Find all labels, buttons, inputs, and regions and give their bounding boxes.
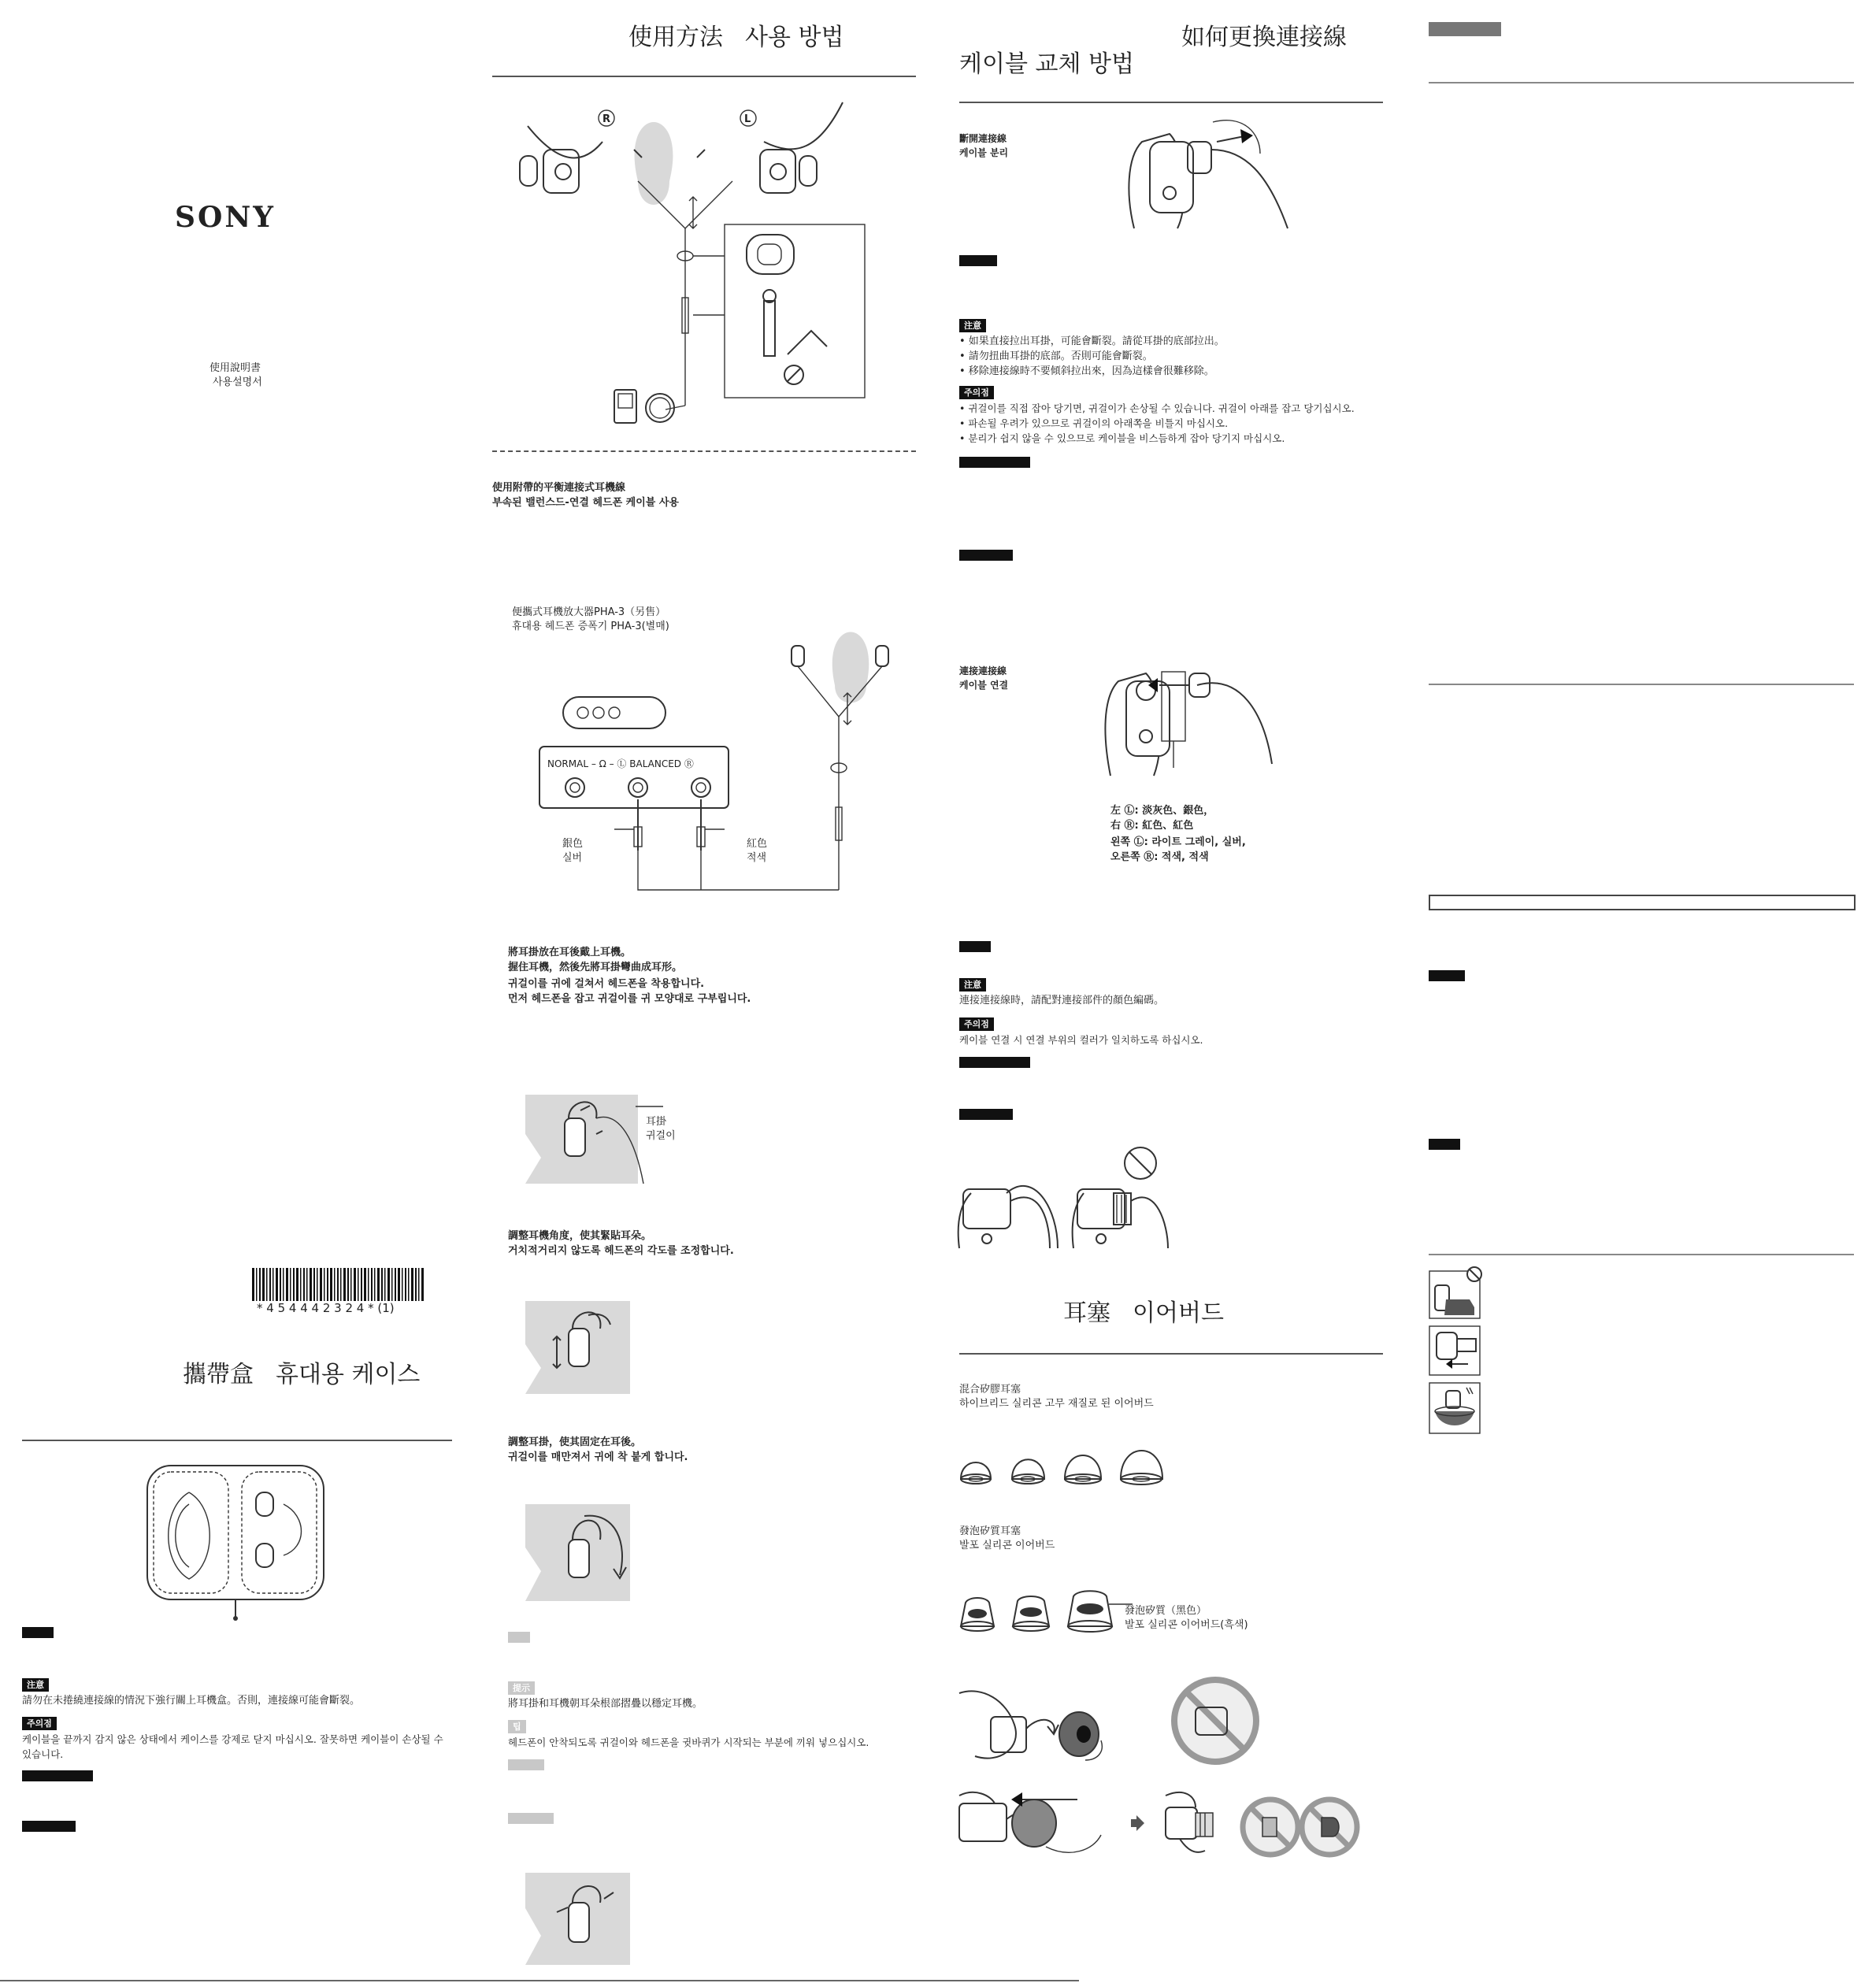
cover-caution-ko-1: 케이블을 끝까지 감지 않은 상태에서 케이스를 강제로 닫지 마십시오. 잘못하면 케이블이 손상될 수 (22, 1733, 443, 1745)
hybrid-ko: 하이브리드 실리콘 고무 재질로 된 이어버드 (959, 1398, 1154, 1410)
cable-bar-4 (959, 941, 991, 952)
doc-title-ko: 사용설명서 (213, 376, 262, 388)
cover-caution-ko-2: 있습니다. (22, 1748, 64, 1760)
side-l-label: L (744, 113, 751, 125)
usage-title-zh: 使用方法 (628, 24, 723, 51)
balanced-heading-zh: 使用附帶的平衡連接式耳機線 (492, 482, 626, 494)
earbuds-title-ko: 이어버드 (1133, 1299, 1224, 1327)
step1-ko-a: 귀걸이를 귀에 걸쳐서 헤드폰을 착용합니다. (508, 978, 705, 990)
cover-bar-2 (22, 1770, 93, 1781)
usage-column (473, 0, 945, 1983)
case-title-ko: 휴대용 케이스 (276, 1361, 421, 1388)
hint-ko: 헤드폰이 안착되도록 귀걸이와 헤드폰을 귓바퀴가 시작되는 부분에 끼워 넣으십시오. (508, 1737, 869, 1748)
hint-ko-tag: 팁 (508, 1720, 526, 1733)
earhanger-label-ko: 귀걸이 (646, 1130, 676, 1142)
earbud-attach-illustration (959, 1677, 1392, 1866)
cable-caution-ko-2: • 파손될 우려가 있으므로 귀걸이의 아래쪽을 비틀지 마십시오. (959, 417, 1229, 429)
cable-caution-ko-3: • 분리가 쉽지 않을 수 있으므로 케이블을 비스듬하게 잡아 당기지 마십시오. (959, 432, 1285, 444)
earbuds-title (1063, 1293, 1224, 1328)
usage-gray-bar-3 (508, 1813, 554, 1824)
balanced-heading-ko: 부속된 밸런스드-연결 헤드폰 케이블 사용 (492, 497, 679, 509)
cover-bar-1 (22, 1627, 54, 1638)
ref-box (1429, 895, 1856, 910)
sony-logo: SONY (175, 201, 276, 234)
storage-icon-no-car (1429, 1266, 1485, 1320)
step2-illustration (525, 1301, 636, 1396)
reference-column (1418, 0, 1876, 1983)
step1-ko-b: 먼저 헤드폰을 잡고 귀걸이를 귀 모양대로 구부립니다. (508, 993, 751, 1005)
hint-zh-tag: 提示 (508, 1681, 535, 1695)
connect-heading-zh: 連接連接線 (959, 665, 1007, 676)
cable-bar-6 (959, 1109, 1013, 1120)
earbuds-rule (959, 1353, 1383, 1355)
hybrid-earbuds-illustration (959, 1441, 1180, 1488)
cable-column (945, 0, 1418, 1983)
cable-caution-zh-2: • 請勿扭曲耳掛的底部。否則可能會斷裂。 (959, 350, 1153, 362)
cable-note-zh: 連接連接線時，請配對連接部件的顏色編碼。 (959, 995, 1165, 1006)
cable-rule (959, 102, 1383, 103)
red-label-ko: 적색 (747, 852, 767, 864)
cover-bar-3 (22, 1821, 76, 1832)
wearing-diagram (528, 95, 874, 433)
cable-note-ko-tag: 주의점 (959, 1017, 994, 1031)
foam-zh: 發泡矽質耳塞 (959, 1525, 1021, 1537)
cover-caution-zh-tag: 注意 (22, 1678, 49, 1692)
usage-gray-bar-2 (508, 1759, 544, 1770)
cable-bar-2 (959, 457, 1030, 468)
silver-label-ko: 실버 (562, 852, 583, 864)
hint-zh: 將耳掛和耳機朝耳朵根部摺疊以穩定耳機。 (508, 1698, 703, 1710)
usage-dashed-divider (492, 450, 916, 452)
page-bottom-rule (0, 1980, 1079, 1981)
cable-bar-3 (959, 550, 1013, 561)
case-title-zh: 攜帶盒 (183, 1361, 254, 1388)
cover-caution-ko-tag: 주의점 (22, 1717, 57, 1730)
foam-black-ko: 발포 실리콘 이어버드(흑색) (1125, 1619, 1248, 1631)
ref-rule-3 (1429, 1254, 1854, 1255)
disconnect-heading-zh: 斷開連接線 (959, 133, 1007, 144)
disconnect-heading-ko: 케이블 분리 (959, 147, 1009, 158)
silver-label-zh: 銀色 (562, 838, 584, 850)
case-title (183, 1355, 420, 1389)
color-ko-right: 오른쪽 Ⓡ: 적색, 적색 (1110, 851, 1209, 863)
connect-illustration (1110, 665, 1284, 776)
barcode (252, 1268, 433, 1301)
cover-caution-zh: 請勿在未捲繞連接線的情況下強行關上耳機盒。否則，連接線可能會斷裂。 (22, 1695, 361, 1707)
cable-caution-ko-tag: 주의점 (959, 386, 994, 399)
disconnect-illustration (1110, 118, 1284, 228)
cable-title-ko: 케이블 교체 방법 (959, 50, 1134, 78)
color-zh-left: 左 Ⓛ: 淡灰色、銀色， (1110, 805, 1214, 817)
ref-bar-2 (1429, 1139, 1460, 1150)
usage-rule (492, 76, 916, 77)
step1-zh-a: 將耳掛放在耳後戴上耳機。 (508, 947, 632, 958)
case-rule (22, 1440, 452, 1441)
color-zh-right: 右 Ⓡ: 紅色、紅色 (1110, 820, 1194, 832)
amp-label-zh: 便攜式耳機放大器PHA-3（另售） (512, 606, 666, 618)
amp-connection-diagram (547, 614, 882, 906)
red-label-zh: 紅色 (747, 838, 768, 850)
cable-caution-zh-3: • 移除連接線時不要傾斜拉出來，因為這樣會很難移除。 (959, 365, 1214, 377)
step1-zh-b: 握住耳機，然後先將耳掛彎曲成耳形。 (508, 962, 683, 973)
earhanger-label-zh: 耳掛 (646, 1116, 667, 1128)
foam-earbuds-illustration (959, 1587, 1133, 1634)
storage-icon-unplug (1429, 1323, 1485, 1377)
foam-black-zh: 發泡矽質（黑色） (1125, 1605, 1207, 1617)
ref-rule-2 (1429, 684, 1854, 685)
cable-title-zh: 如何更換連接線 (1181, 24, 1347, 51)
connect-heading-ko: 케이블 연결 (959, 680, 1009, 691)
insertion-illustration (959, 1146, 1196, 1248)
carrying-case-illustration (146, 1461, 327, 1622)
usage-title (628, 17, 843, 52)
cable-bar-5 (959, 1057, 1030, 1068)
amp-label-ko: 휴대용 헤드폰 증폭기 PHA-3(별매) (512, 621, 669, 632)
cable-note-ko: 케이블 연결 시 연결 부위의 컬러가 일치하도록 하십시오. (959, 1034, 1203, 1046)
step3-illustration (525, 1504, 636, 1603)
step3-zh: 調整耳掛，使其固定在耳後。 (508, 1436, 642, 1448)
ref-rule-1 (1429, 82, 1854, 83)
earbuds-title-zh: 耳塞 (1063, 1299, 1110, 1327)
usage-gray-bar-1 (508, 1632, 530, 1643)
step2-ko: 거치적거리지 않도록 헤드폰의 각도를 조정합니다. (508, 1245, 734, 1257)
foam-ko: 발포 실리콘 이어버드 (959, 1540, 1055, 1551)
ref-gray-header (1429, 22, 1501, 36)
step3-ko: 귀걸이를 매만져서 귀에 착 붙게 합니다. (508, 1451, 688, 1463)
doc-title-zh: 使用說明書 (209, 362, 261, 374)
color-ko-left: 왼쪽 Ⓛ: 라이트 그레이, 실버, (1110, 836, 1246, 848)
cable-caution-zh-tag: 注意 (959, 319, 986, 332)
cable-caution-zh-1: • 如果直接拉出耳掛，可能會斷裂。請從耳掛的底部拉出。 (959, 335, 1225, 347)
cable-note-zh-tag: 注意 (959, 978, 986, 992)
ref-bar-1 (1429, 970, 1465, 981)
hint-illustration (525, 1873, 636, 1967)
step2-zh: 調整耳機角度，使其緊貼耳朵。 (508, 1230, 652, 1242)
barcode-number: * 4 5 4 4 4 2 3 2 4 * (1) (257, 1301, 395, 1315)
hybrid-zh: 混合矽膠耳塞 (959, 1384, 1021, 1396)
cable-bar-1 (959, 255, 997, 266)
cover-column (0, 0, 473, 1983)
storage-icon-wash (1429, 1380, 1485, 1435)
cable-caution-ko-1: • 귀걸이를 직접 잡아 당기면, 귀걸이가 손상될 수 있습니다. 귀걸이 아래를 잡고 당기십시오. (959, 402, 1355, 414)
usage-title-ko: 사용 방법 (745, 24, 844, 51)
side-r-label: R (602, 113, 611, 125)
amp-panel-label: NORMAL – Ω – Ⓛ BALANCED Ⓡ (547, 758, 694, 769)
